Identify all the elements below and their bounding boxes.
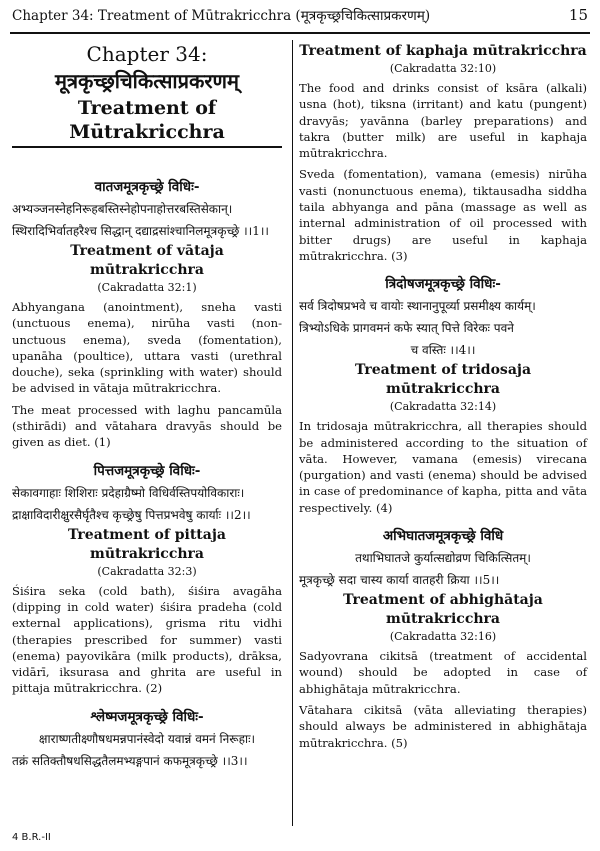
body-paragraph: The food and drinks consist of ksāra (alkali) usna (hot), tiksna (irritant) and katu (pungent) dravyās; yavānna (barley preparations) and takra (butter milk) are useful in kaphaja mūtrakricchra. — [299, 81, 587, 161]
source-reference: (Cakradatta 32:14) — [389, 400, 497, 414]
sanskrit-verse: अभ्यञ्जनस्नेहनिरूहबस्तिस्नेहोपनाहोत्तरबस्तिसेकान्। — [12, 202, 233, 216]
body-paragraph: Abhyangana (anointment), sneha vasti (unctuous enema), nirūha vasti (non-unctuous enema), sveda (fomentation), upanāha (poultice), uttara vasti (urethral douche), seka (sprinkling with water) should be advised in vātaja mūtrakricchra. — [12, 300, 282, 396]
body-paragraph: In tridosaja mūtrakricchra, all therapies should be administered according to the situation of vāta. However, vamana (emesis) virecana (purgation) and vasti (enema) should be advised in case of predominance of kapha, pitta and vāta respectively. (4) — [299, 419, 587, 515]
section-heading: Treatment of abhighātaja — [343, 592, 543, 609]
right-column — [299, 42, 587, 756]
sanskrit-verse: द्राक्षाविदारीक्षुरसैर्घृतैश्च कृच्छ्रेषु पित्तप्रभवेषु कार्याः ।।2।। — [12, 507, 251, 522]
sanskrit-verse: मूत्रकृच्छ्रे सदा चास्य कार्या वातहरी क्रिया ।।5।। — [299, 573, 500, 588]
section-heading: Treatment of tridosaja — [354, 362, 532, 379]
body-paragraph: The meat processed with laghu pancamūla (sthirādi) and vātahara dravyās should be given as diet. (1) — [12, 402, 282, 450]
left-column — [12, 42, 282, 772]
source-reference: (Cakradatta 32:3) — [97, 564, 197, 578]
printer-signature: 4 B.R.-II — [12, 832, 51, 843]
section-heading: Treatment of vātaja mūtrakricchra — [70, 243, 224, 278]
running-title: Chapter 34: Treatment of Mūtrakricchra (मूत्रकृच्छ्रचिकित्साप्रकरणम्) — [12, 8, 431, 24]
sanskrit-verse: त्रिभ्योऽधिके प्रागवमनं कफे स्यात् पित्ते विरेकः पवने — [299, 321, 514, 336]
section-heading: mūtrakricchra — [386, 611, 500, 628]
section-heading: Treatment of kaphaja mūtrakricchra — [299, 43, 587, 59]
sanskrit-verse: स्थिरादिभिर्वातहरैश्च सिद्धान् दद्याद्रसांश्चानिलमूत्रकृच्छ्रे ।।1।। — [12, 224, 269, 238]
chapter-label: Chapter 34: — [86, 42, 208, 66]
sanskrit-verse: तक्रं सतिक्तौषधसिद्धतैलमभ्यङ्गपानं कफमूत्रकृच्छ्रे ।।3।। — [12, 753, 248, 768]
sanskrit-verse: क्षाराष्णतीक्ष्णौषधमन्नपानंस्वेदो यवान्नं वमनं निरूहाः। — [38, 731, 256, 746]
section-sanskrit-heading: वातजमूत्रकृच्छ्रे विधिः- — [94, 179, 200, 195]
column-divider — [292, 40, 293, 826]
section-heading: Treatment of pittaja mūtrakricchra — [68, 526, 226, 562]
sanskrit-verse: च वस्तिः ।।4।। — [410, 343, 476, 358]
sanskrit-verse: तथाभिघातजे कुर्यात्सद्योव्रण चिकित्सितम्। — [355, 551, 531, 566]
source-reference: (Cakradatta 32:16) — [389, 630, 497, 644]
body-paragraph: Sadyovrana cikitsā (treatment of accidental wound) should be adopted in case of abhighātaja mūtrakricchra. — [299, 649, 587, 696]
running-header — [12, 6, 588, 28]
chapter-title-sanskrit: मूत्रकृच्छ्रचिकित्साप्रकरणम् — [55, 69, 239, 93]
header-rule — [10, 32, 590, 34]
body-paragraph: Vātahara cikitsā (vāta alleviating therapies) should always be administered in abhighātaja mūtrakricchra. (5) — [299, 702, 587, 750]
page-number: 15 — [568, 6, 588, 24]
sanskrit-verse: सेकावगाहाः शिशिराः प्रदेहाग्रैष्मो विधिर्वस्तिपयोविकाराः। — [12, 485, 245, 500]
source-reference: (Cakradatta 32:10) — [389, 62, 497, 75]
body-paragraph: Śiśira seka (cold bath), śiśira avagāha (dipping in cold water) śiśira pradeha (cold external applications), grisma ritu vidhi (therapies prescribed for summer) vasti (enema) payovikāra (milk products), drāksa, vidārī, iksurasa and ghrita are useful in pittaja mūtrakricchra. (2) — [12, 583, 282, 696]
source-reference: (Cakradatta 32:1) — [97, 281, 197, 294]
section-heading: mūtrakricchra — [386, 381, 500, 398]
body-paragraph: Sveda (fomentation), vamana (emesis) nirūha vasti (nonunctuous enema), tiktausadha siddha taila abhyanga and pāna (massage as well as internal administration of oil processed with bitter drugs) are useful in kaphaja mūtrakricchra. (3) — [299, 167, 587, 263]
section-sanskrit-heading: त्रिदोषजमूत्रकृच्छ्रे विधिः- — [385, 276, 501, 293]
sanskrit-verse: सर्व त्रिदोषप्रभवे च वायोः स्थानानुपूर्व्या प्रसमीक्ष्य कार्यम्। — [299, 299, 536, 314]
section-sanskrit-heading: पित्तजमूत्रकृच्छ्रे विधिः- — [93, 462, 201, 479]
chapter-title-english: Treatment of Mūtrakricchra — [12, 96, 282, 148]
section-sanskrit-heading: अभिघातजमूत्रकृच्छ्रे विधि — [382, 528, 504, 545]
section-sanskrit-heading: श्लेष्मजमूत्रकृच्छ्रे विधिः- — [90, 708, 204, 725]
